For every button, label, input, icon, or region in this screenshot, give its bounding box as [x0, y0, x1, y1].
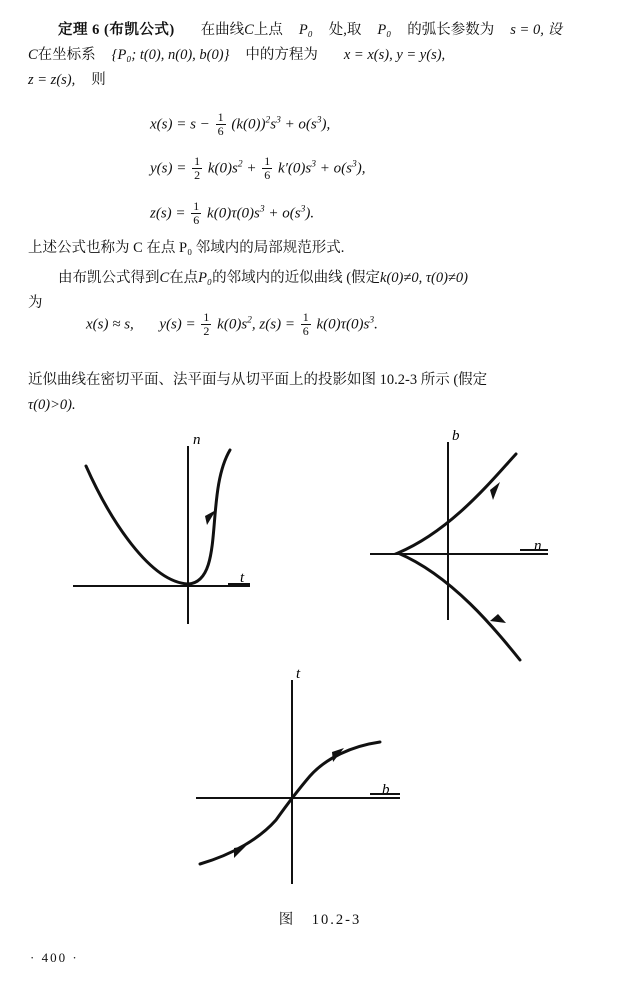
fig2-curve [398, 454, 520, 660]
theorem-frame: {P₀; t(0), n(0), b(0)} [111, 46, 230, 63]
approx-curve-c: C [159, 270, 170, 286]
paragraph-approximate-curve [28, 266, 612, 316]
eq3-term3: ). [305, 205, 315, 222]
eqa-term1: x(s) ≈ s, [86, 316, 134, 333]
eq3-term1: k(0)τ(0)s [207, 205, 260, 222]
eq3-fraction [191, 200, 201, 226]
figure-1-osculating-plane [73, 432, 250, 624]
eq2-frac1-num: 1 [194, 154, 201, 169]
figure-caption: 图 10.2-3 [278, 912, 362, 928]
eq2-sup1: 2 [237, 160, 243, 171]
fig2-curve-arrow-lower-icon [490, 614, 506, 623]
fig3-curve-arrow-lower-icon [234, 846, 246, 858]
eqa-term5: k(0)τ(0)s [316, 316, 370, 333]
theorem-line1-b: 上点 [253, 22, 283, 38]
display-equations [150, 112, 550, 245]
eq2-term2: + [246, 161, 257, 178]
proj-text-b: τ(0)>0). [28, 397, 76, 414]
eq2-term1: k(0)s [207, 161, 238, 178]
eq2-frac2-num: 1 [264, 154, 271, 169]
eq3-lhs: z(s) = [150, 205, 186, 222]
page-number: · 400 · [30, 950, 79, 965]
eqa-frac1-den: 2 [203, 323, 210, 338]
fig2-curve-arrow-upper-icon [490, 482, 500, 500]
theorem-line1-a: 在曲线 [200, 22, 245, 38]
eq3-sup2: 3 [300, 204, 306, 215]
eq2-term4: + o(s [319, 161, 352, 178]
eq1-term3: s [270, 116, 277, 133]
eqa-sup1: 2 [247, 315, 252, 326]
theorem-label: 定理 6 (布凯公式) [58, 22, 175, 38]
theorem-line3-b: 则 [91, 71, 106, 88]
eq1-sup3: 3 [316, 115, 322, 126]
eq2-sup3: 3 [351, 160, 357, 171]
equation-y-of-s [150, 156, 550, 182]
eq2-frac2-den: 6 [264, 168, 271, 183]
eqa-fraction-1 [201, 311, 211, 337]
eq1-sup1: 2 [265, 115, 271, 126]
eqa-term3: k(0)s [217, 316, 248, 333]
paragraph-local-form: 上述公式也称为 C 在点 P₀ 邻域内的局部规范形式. [28, 240, 345, 256]
eqa-fraction-2 [301, 311, 311, 337]
eq2-fraction-1 [192, 155, 202, 181]
eq1-term4: + o(s [284, 116, 317, 133]
fig2-x-label: n [534, 538, 542, 554]
eq1-sup2: 3 [276, 115, 281, 126]
eq2-fraction-2 [262, 155, 272, 181]
approx-text-d: 的邻域内的近似曲线 (假定 [212, 270, 381, 286]
theorem-line1-d: 处,取 [328, 22, 362, 38]
theorem-eq-z: z = z(s), [28, 71, 76, 88]
eq3-frac-den: 6 [193, 212, 200, 227]
approx-text-a: 由布凯公式得到 [58, 270, 160, 286]
theorem-line2-c-text: 中的方程为 [245, 46, 318, 63]
equation-x-of-s [150, 112, 550, 138]
fig1-x-label: t [240, 570, 245, 586]
theorem-s-zero: s = 0, 设 [510, 22, 562, 38]
fig2-y-label: b [452, 428, 460, 444]
theorem-line2-c: C [28, 46, 38, 63]
fig1-y-label: n [193, 432, 201, 448]
eqa-frac1-num: 1 [203, 310, 210, 324]
figure-svg [0, 424, 640, 924]
eq1-frac-num: 1 [217, 110, 224, 124]
approx-point-p0: P₀ [198, 270, 213, 286]
theorem-line1-e: 的弧长参数为 [407, 22, 495, 38]
equation-z-of-s [150, 198, 550, 227]
eq2-sup2: 3 [311, 160, 317, 171]
eqa-frac2-num: 1 [302, 310, 309, 324]
approx-condition: k(0)≠0, τ(0)≠0) [380, 270, 468, 286]
equation-approximate-curve [86, 312, 378, 338]
figure-group [0, 424, 640, 924]
eq2-frac1-den: 2 [194, 168, 201, 183]
eq1-lhs: x(s) = [150, 116, 187, 133]
approx-text-e: 为 [28, 295, 43, 312]
eqa-term4: , z(s) = [251, 316, 295, 333]
eq3-sup1: 3 [259, 204, 265, 215]
fig3-curve-arrow-upper-icon [332, 748, 344, 762]
theorem-point-p0-2: P₀ [377, 22, 392, 38]
eqa-term2: y(s) = [159, 316, 196, 333]
eq3-frac-num: 1 [193, 198, 200, 213]
theorem-curve-c: C [244, 22, 254, 38]
eq3-term2: + o(s [268, 205, 301, 222]
theorem-line2-b: 在坐标系 [37, 46, 96, 63]
eq1-term5: ), [321, 116, 331, 133]
approx-text-b: 在点 [169, 270, 199, 286]
eqa-frac2-den: 6 [302, 323, 309, 338]
paragraph-projection [28, 368, 612, 418]
theorem-eq-xy: x = x(s), y = y(s), [343, 46, 446, 63]
fig3-curve [200, 742, 380, 864]
eq1-fraction [216, 111, 226, 137]
eq2-term3: k′(0)s [277, 161, 312, 178]
eqa-term6: . [374, 316, 378, 333]
eq1-term1: s − [190, 116, 210, 133]
proj-text-a: 近似曲线在密切平面、法平面与从切平面上的投影如图 10.2-3 所示 (假定 [28, 372, 488, 388]
eq1-term2: (k(0)) [231, 116, 266, 133]
eq1-frac-den: 6 [217, 123, 224, 138]
fig3-y-label: t [296, 666, 301, 682]
figure-3-rectifying-plane [196, 666, 400, 884]
fig3-x-label: b [382, 782, 390, 798]
eq2-term5: ), [356, 161, 366, 178]
eqa-sup2: 3 [369, 315, 375, 326]
eq2-lhs: y(s) = [150, 161, 187, 178]
theorem-paragraph [28, 18, 612, 93]
theorem-point-p0: P₀ [298, 22, 313, 38]
figure-2-normal-plane [370, 428, 548, 660]
